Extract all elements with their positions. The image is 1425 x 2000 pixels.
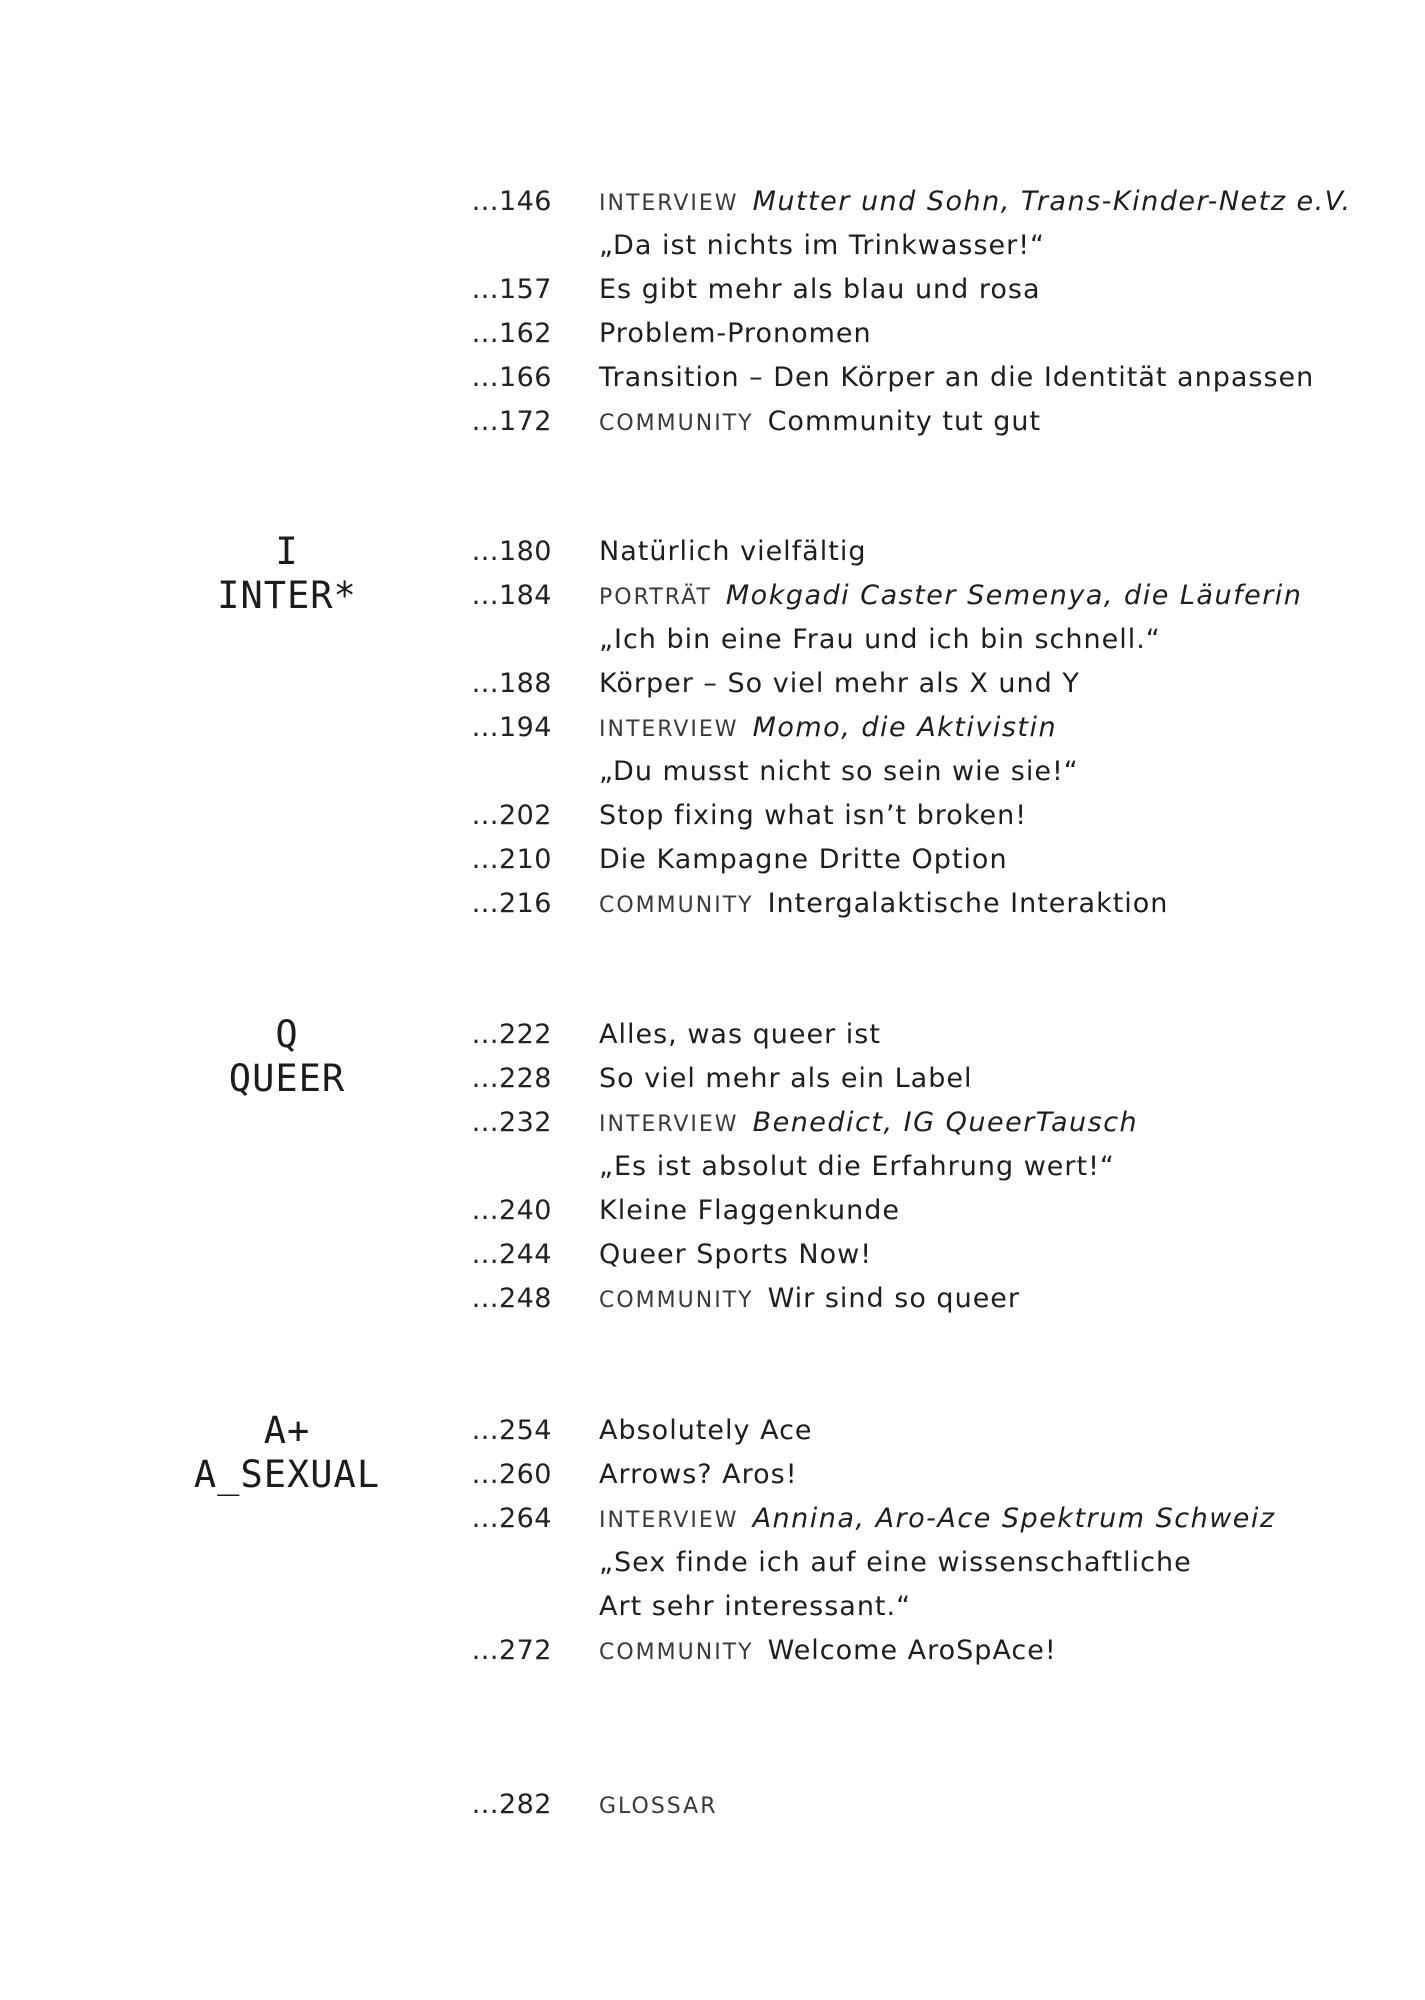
entry-title: Stop fixing what isn’t broken! (599, 800, 1028, 831)
page-number: ...240 (471, 1195, 552, 1226)
entry-text (599, 1013, 881, 1057)
toc-section (0, 1013, 1425, 1321)
page-number: ...157 (471, 274, 552, 305)
page-number: ...248 (471, 1283, 552, 1314)
entry-title: Natürlich vielfältig (599, 536, 867, 567)
entry-title: Körper – So viel mehr als X und Y (599, 668, 1080, 699)
toc-entry[interactable] (0, 1277, 1425, 1321)
entry-category: INTERVIEW (599, 717, 739, 742)
page-number: ...166 (471, 362, 552, 393)
page-number: ...244 (471, 1239, 552, 1270)
toc-entry[interactable] (0, 1145, 1425, 1189)
toc-entry[interactable] (0, 180, 1425, 224)
page-number: ...282 (471, 1789, 552, 1820)
toc-entry[interactable] (0, 1585, 1425, 1629)
page-number: ...202 (471, 800, 552, 831)
toc-entry[interactable] (0, 662, 1425, 706)
entry-category: GLOSSAR (599, 1794, 718, 1819)
page-number: ...264 (471, 1503, 552, 1534)
entry-title: Queer Sports Now! (599, 1239, 873, 1270)
entry-text (599, 882, 1168, 926)
entry-text (599, 838, 1008, 882)
toc-entry[interactable] (0, 1013, 1425, 1057)
toc-entry[interactable] (0, 312, 1425, 356)
toc-entry[interactable] (0, 224, 1425, 268)
section-letter: A+ (263, 1409, 311, 1452)
entry-text (599, 750, 1079, 794)
section-name: QUEER (228, 1057, 346, 1100)
toc-entry[interactable] (0, 268, 1425, 312)
entry-text (599, 1277, 1020, 1321)
entry-text (599, 574, 1302, 618)
page-number: ...146 (471, 186, 552, 217)
toc-entry[interactable] (0, 574, 1425, 618)
entry-text (599, 268, 1041, 312)
toc-entry[interactable] (0, 1497, 1425, 1541)
page-number: ...254 (471, 1415, 552, 1446)
page-number: ...260 (471, 1459, 552, 1490)
page-number: ...216 (471, 888, 552, 919)
page-number: ...232 (471, 1107, 552, 1138)
entry-title: Arrows? Aros! (599, 1459, 798, 1490)
toc-entry[interactable] (0, 706, 1425, 750)
entry-text (599, 1233, 872, 1277)
entry-title: Momo, die Aktivistin (752, 712, 1058, 743)
entry-text (599, 1497, 1276, 1541)
entry-text (599, 180, 1352, 224)
entry-title: Wir sind so queer (767, 1283, 1021, 1314)
toc-entry[interactable] (0, 1541, 1425, 1585)
page-number: ...184 (471, 580, 552, 611)
entry-title: „Sex finde ich auf eine wissenschaftliche (599, 1547, 1192, 1578)
entry-title: Benedict, IG QueerTausch (752, 1107, 1139, 1138)
toc-entry[interactable] (0, 1101, 1425, 1145)
entry-text (599, 706, 1057, 750)
page-number: ...272 (471, 1635, 552, 1666)
entry-text (599, 312, 872, 356)
entry-text (599, 794, 1027, 838)
page-number: ...172 (471, 406, 552, 437)
entry-category: INTERVIEW (599, 1112, 739, 1137)
page-number: ...194 (471, 712, 552, 743)
toc-entry[interactable] (0, 356, 1425, 400)
entry-text (599, 1409, 813, 1453)
toc-entry[interactable] (0, 1189, 1425, 1233)
toc-entry[interactable] (0, 750, 1425, 794)
entry-title: Kleine Flaggenkunde (599, 1195, 900, 1226)
section-name: INTER* (217, 574, 357, 617)
toc-entry[interactable] (0, 618, 1425, 662)
toc-entry[interactable] (0, 400, 1425, 444)
toc-entry[interactable] (0, 882, 1425, 926)
page-number: ...222 (471, 1019, 552, 1050)
entry-text (599, 618, 1161, 662)
toc-entry[interactable] (0, 530, 1425, 574)
entry-text (599, 1629, 1057, 1673)
toc-section (0, 180, 1425, 444)
toc-entry[interactable] (0, 1783, 1425, 1827)
entry-category: COMMUNITY (599, 893, 754, 918)
entry-title: Es gibt mehr als blau und rosa (599, 274, 1041, 305)
toc-entry[interactable] (0, 1409, 1425, 1453)
entry-title: Problem-Pronomen (599, 318, 872, 349)
entry-text (599, 400, 1041, 444)
entry-title: „Da ist nichts im Trinkwasser!“ (599, 230, 1046, 261)
entry-text (599, 1145, 1115, 1189)
page-number: ...188 (471, 668, 552, 699)
entry-category: INTERVIEW (599, 191, 739, 216)
page-number: ...162 (471, 318, 552, 349)
entry-text (599, 224, 1045, 268)
entry-title: „Es ist absolut die Erfahrung wert!“ (599, 1151, 1115, 1182)
entry-title: So viel mehr als ein Label (599, 1063, 973, 1094)
entry-title: Absolutely Ace (599, 1415, 813, 1446)
entry-title: „Ich bin eine Frau und ich bin schnell.“ (599, 624, 1161, 655)
entry-text (599, 1541, 1192, 1585)
entry-title: „Du musst nicht so sein wie sie!“ (599, 756, 1079, 787)
entry-title: Mokgadi Caster Semenya, die Läuferin (725, 580, 1303, 611)
entry-category: COMMUNITY (599, 411, 754, 436)
entry-title: Die Kampagne Dritte Option (599, 844, 1008, 875)
entry-title: Mutter und Sohn, Trans-Kinder-Netz e.V. (752, 186, 1352, 217)
toc-entry[interactable] (0, 1057, 1425, 1101)
entry-text (599, 1783, 732, 1827)
toc-entry[interactable] (0, 1453, 1425, 1497)
entry-title: Welcome AroSpAce! (767, 1635, 1057, 1666)
toc-entry[interactable] (0, 794, 1425, 838)
toc-entry[interactable] (0, 1233, 1425, 1277)
entry-title: Annina, Aro-Ace Spektrum Schweiz (752, 1503, 1276, 1534)
entry-text (599, 1585, 911, 1629)
entry-title: Community tut gut (767, 406, 1042, 437)
entry-text (599, 1453, 798, 1497)
section-letter: I (275, 530, 299, 573)
entry-text (599, 1101, 1138, 1145)
toc-section (0, 1783, 1425, 1827)
entry-category: INTERVIEW (599, 1508, 739, 1533)
section-name: A_SEXUAL (193, 1453, 381, 1496)
toc-section (0, 1409, 1425, 1673)
section-letter: Q (275, 1013, 299, 1056)
toc-entry[interactable] (0, 838, 1425, 882)
entry-text (599, 662, 1080, 706)
toc-section (0, 530, 1425, 926)
entry-text (599, 356, 1314, 400)
entry-text (599, 1189, 900, 1233)
toc-entry[interactable] (0, 1629, 1425, 1673)
entry-title: Intergalaktische Interaktion (767, 888, 1169, 919)
entry-category: COMMUNITY (599, 1288, 754, 1313)
entry-category: PORTRÄT (599, 585, 712, 610)
page-number: ...228 (471, 1063, 552, 1094)
entry-title: Transition – Den Körper an die Identität anpassen (599, 362, 1315, 393)
entry-text (599, 530, 866, 574)
page-number: ...180 (471, 536, 552, 567)
page-number: ...210 (471, 844, 552, 875)
entry-text (599, 1057, 972, 1101)
entry-title: Alles, was queer ist (599, 1019, 881, 1050)
entry-category: COMMUNITY (599, 1640, 754, 1665)
entry-title: Art sehr interessant.“ (599, 1591, 912, 1622)
